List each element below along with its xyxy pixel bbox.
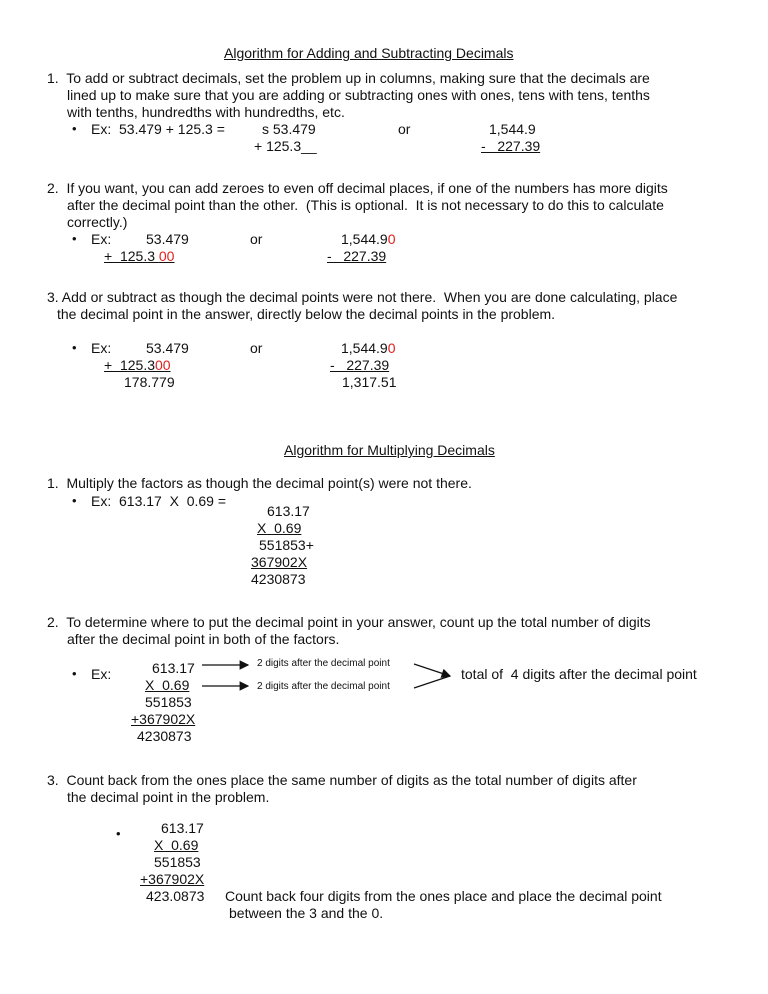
s2-step3-row-4: +367902X: [140, 871, 205, 887]
s2-step2-row-2: X 0.69: [145, 677, 190, 693]
s2-step3-row-3: 551853: [154, 854, 201, 870]
s1-step2-bullet: •: [72, 231, 77, 246]
s2-step1-line: 1. Multiply the factors as though the decimal point(s) were not there.: [47, 475, 472, 491]
s1-step3-line1: 3. Add or subtract as though the decimal points were not there. When you are done calculating, place: [47, 289, 678, 305]
s1-step2-line3: correctly.): [67, 214, 128, 230]
s2-step3-row-5: 423.0873: [146, 888, 205, 904]
s2-step1-row-3: 551853+: [259, 537, 314, 553]
s2-step3-explain-2: between the 3 and the 0.: [229, 905, 384, 921]
s1-step2-b1-red: 0: [387, 231, 396, 247]
s2-step1-row-4: 367902X: [251, 554, 308, 570]
s1-step3-b1-red: 0: [387, 340, 396, 356]
s1-step3-b2: - 227.39: [330, 357, 390, 373]
s1-step2-line2: after the decimal point than the other. (This is optional. It is not necessary to do this to calculate: [67, 197, 664, 213]
s2-step3-bullet: •: [116, 826, 121, 841]
arrow-converge-2: [414, 676, 450, 688]
s2-step3-row-2: X 0.69: [154, 837, 199, 853]
s2-step1-ex-label: Ex: 613.17 X 0.69 =: [91, 493, 227, 509]
s1-step3-or: or: [250, 340, 263, 356]
s2-step2-row-4: +367902X: [131, 711, 196, 727]
s2-step2-line2: after the decimal point in both of the factors.: [67, 631, 340, 647]
s1-step1-col-a2: + 125.3__: [254, 138, 317, 154]
s1-step2-b2: - 227.39: [327, 248, 387, 264]
s1-step1-col-b1: 1,544.9: [489, 121, 536, 137]
s1-step3-a1: 53.479: [146, 340, 189, 356]
s2-step3-row-1: 613.17: [161, 820, 204, 836]
s2-step1-row-1: 613.17: [267, 503, 310, 519]
s2-step2-note-2: 2 digits after the decimal point: [257, 681, 390, 692]
s2-step3-line2: the decimal point in the problem.: [67, 789, 270, 805]
s1-step2-a2-prefix: + 125.3: [104, 248, 159, 264]
s1-step1-or: or: [398, 121, 411, 137]
section1-title: Algorithm for Adding and Subtracting Decimals: [224, 45, 514, 61]
s1-step1-line3: with tenths, hundredths with hundredths, etc.: [67, 104, 345, 120]
s2-step2-ex-label: Ex:: [91, 666, 112, 682]
s1-step1-line1: 1. To add or subtract decimals, set the problem up in columns, making sure that the decimals are: [47, 70, 650, 86]
s1-step3-b1-prefix: 1,544.9: [341, 340, 388, 356]
section2-title: Algorithm for Multiplying Decimals: [284, 442, 495, 458]
s2-step3-line1: 3. Count back from the ones place the same number of digits as the total number of digits after: [47, 772, 637, 788]
s2-step2-note-1: 2 digits after the decimal point: [257, 658, 390, 669]
s2-step2-total: total of 4 digits after the decimal point: [461, 666, 697, 682]
s2-step1-row-2: X 0.69: [257, 520, 302, 536]
s1-step2-a1: 53.479: [146, 231, 189, 247]
s1-step3-a2-red: 00: [155, 357, 171, 373]
s1-step3-a2-prefix: + 125.3: [104, 357, 155, 373]
s1-step2-or: or: [250, 231, 263, 247]
s1-step3-a3: 178.779: [124, 374, 175, 390]
s2-step2-row-5: 4230873: [137, 728, 192, 744]
s1-step1-bullet: •: [72, 121, 77, 136]
s2-step3-explain-1: Count back four digits from the ones place and place the decimal point: [225, 888, 662, 904]
s2-step1-bullet: •: [72, 493, 77, 508]
s1-step1-line2: lined up to make sure that you are adding or subtracting ones with ones, tens with tens, tenths: [67, 87, 650, 103]
s1-step1-col-a1: s 53.479: [262, 121, 316, 137]
s1-step2-b1-prefix: 1,544.9: [341, 231, 388, 247]
arrow-converge-1: [414, 664, 450, 676]
s1-step1-ex-label: Ex: 53.479 + 125.3 =: [91, 121, 225, 137]
s1-step3-ex-label: Ex:: [91, 340, 112, 356]
s2-step2-row-1: 613.17: [152, 660, 195, 676]
s1-step2-line1: 2. If you want, you can add zeroes to even off decimal places, if one of the numbers has more digits: [47, 180, 668, 196]
s1-step3-line2: the decimal point in the answer, directly below the decimal points in the problem.: [57, 306, 556, 322]
s2-step1-row-5: 4230873: [251, 571, 306, 587]
s1-step1-col-b2: - 227.39: [481, 138, 541, 154]
s1-step3-b3: 1,317.51: [342, 374, 397, 390]
s2-step2-bullet: •: [72, 666, 77, 681]
s2-step2-line1: 2. To determine where to put the decimal point in your answer, count up the total number of digits: [47, 614, 651, 630]
s1-step2-ex-label: Ex:: [91, 231, 112, 247]
s1-step2-a2-red: 00: [158, 248, 175, 264]
s1-step3-bullet: •: [72, 340, 77, 355]
s2-step2-row-3: 551853: [145, 694, 192, 710]
